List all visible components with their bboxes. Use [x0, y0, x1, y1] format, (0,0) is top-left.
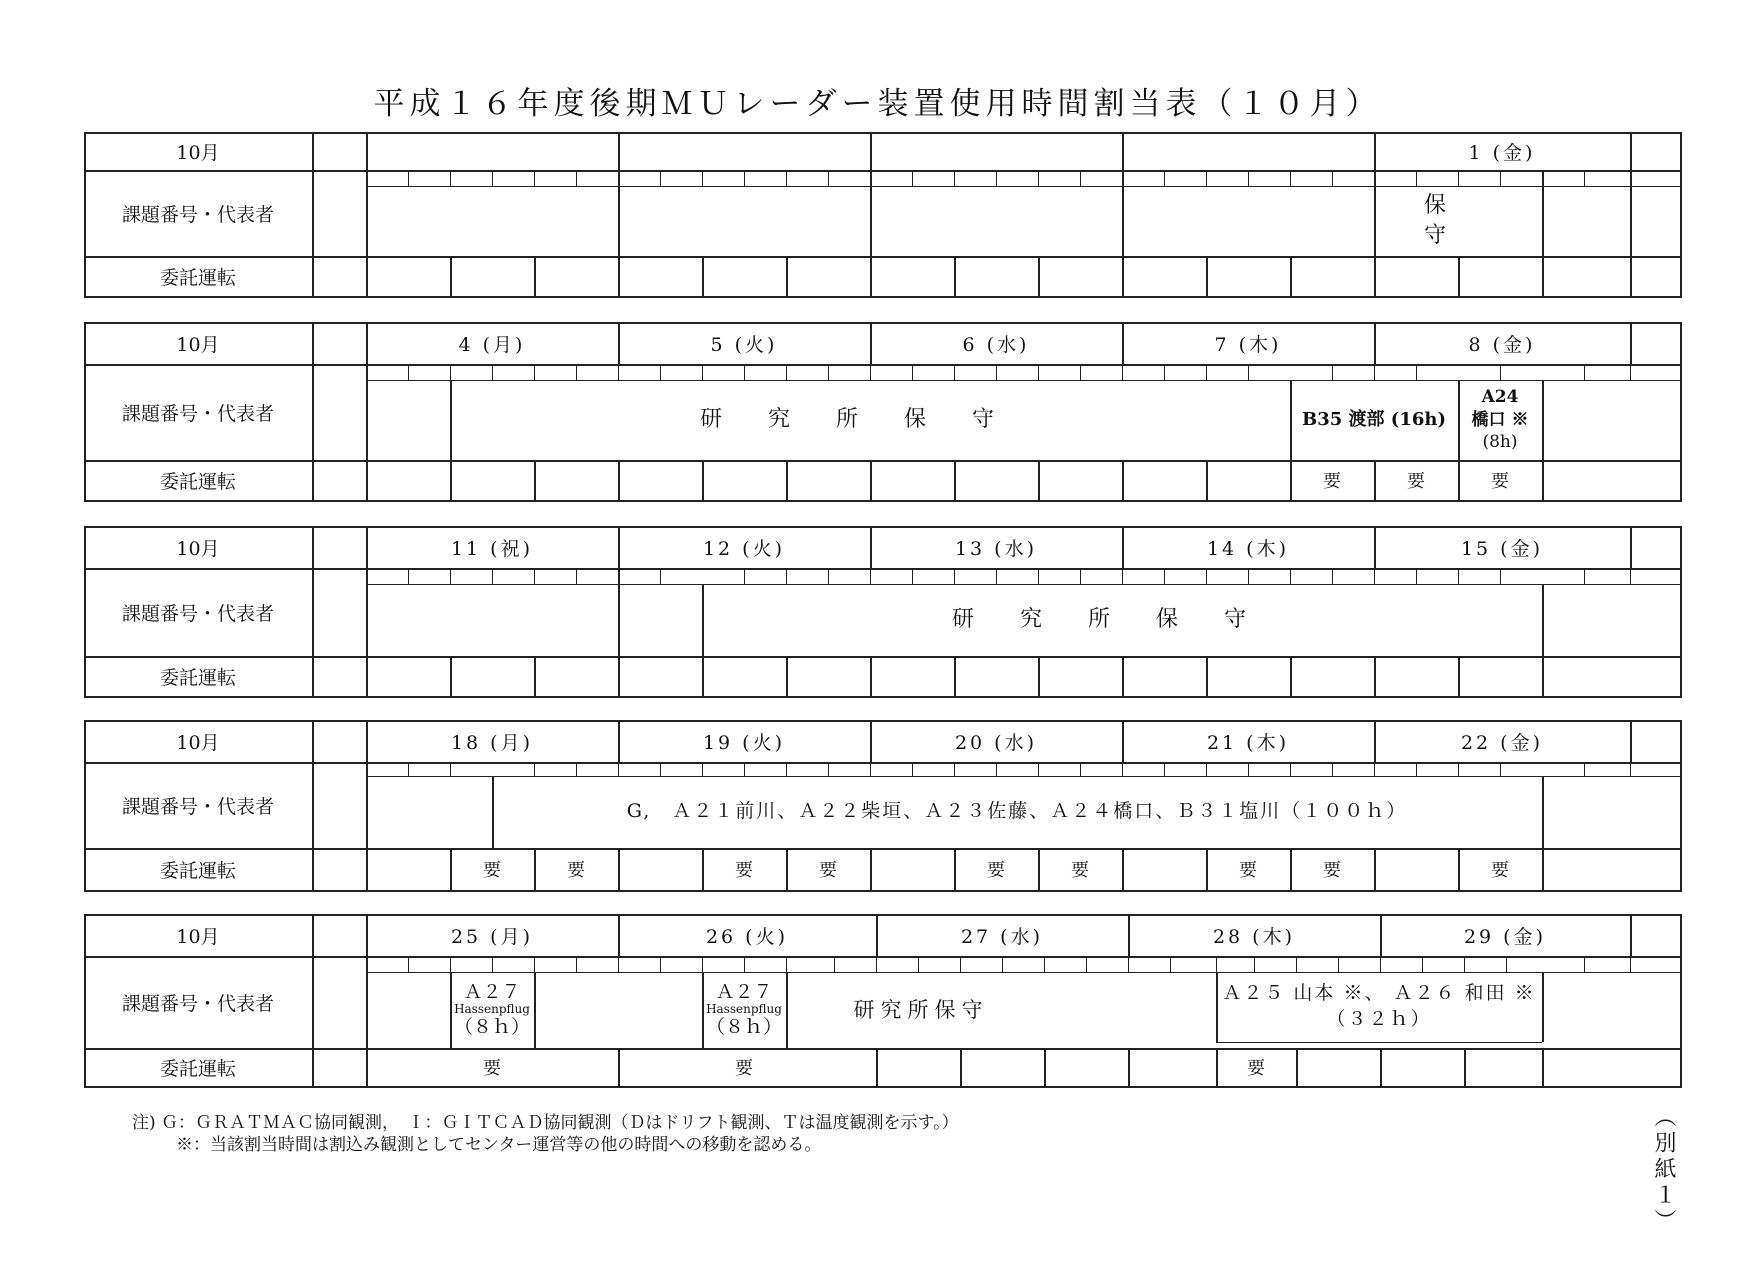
day-header: 11 (祝)	[450, 537, 534, 560]
day-header: 7 (木)	[1214, 333, 1282, 356]
day-header: 5 (火)	[710, 333, 778, 356]
schedule-entry	[1216, 972, 1542, 1042]
required-mark: 要	[735, 860, 753, 881]
day-header: 1 (金)	[1468, 141, 1536, 164]
required-mark: 要	[567, 860, 585, 881]
entry-line: (8h)	[1482, 432, 1518, 453]
week-4-table	[84, 720, 1680, 892]
day-header: 13 (水)	[954, 537, 1038, 560]
day-header: 26 (火)	[705, 925, 789, 948]
required-mark: 要	[1323, 860, 1341, 881]
schedule-entry: 保 守	[1423, 193, 1492, 248]
week-1-table	[84, 132, 1680, 298]
project-label: 課題番号・代表者	[121, 795, 274, 818]
month-label: 10月	[176, 925, 220, 948]
required-mark: 要	[1239, 860, 1257, 881]
required-mark: 要	[987, 860, 1005, 881]
day-header: 20 (水)	[954, 731, 1038, 754]
entry-line: Hassenpflug	[706, 1002, 782, 1017]
entry-line: （３２ｈ）	[1326, 1008, 1432, 1030]
footnote-1: 注) Ｇ：ＧＲＡＴＭＡＣ協同観測， Ｉ：ＧＩＴＣＡＤ協同観測（Ｄはドリフト観測、Ｔは温度観測を示す。）	[132, 1113, 959, 1133]
day-header: 8 (金)	[1468, 333, 1536, 356]
page-title: 平成１６年度後期ＭＵレーダー装置使用時間割当表（１０月）	[373, 86, 1382, 122]
day-header: 21 (木)	[1206, 731, 1290, 754]
entry-line: （８ｈ）	[705, 1015, 782, 1038]
day-header: 29 (金)	[1463, 925, 1547, 948]
week-2-table	[84, 322, 1680, 502]
required-mark: 要	[483, 1058, 501, 1079]
delegate-label: 委託運転	[159, 470, 236, 493]
required-mark: 要	[483, 860, 501, 881]
day-header: 12 (火)	[702, 537, 786, 560]
entry-line: （８ｈ）	[453, 1015, 530, 1038]
schedule-entry: G, Ａ２１前川、Ａ２２柴垣、Ａ２３佐藤、Ａ２４橋口、Ｂ３１塩川（１００ｈ）	[626, 800, 1408, 823]
entry-line: A24	[1481, 386, 1519, 407]
required-mark: 要	[735, 1058, 753, 1079]
required-mark: 要	[819, 860, 837, 881]
footnote-2: ※：当該割当時間は割込み観測としてセンター運営等の他の時間への移動を認める。	[176, 1135, 822, 1155]
month-label: 10月	[176, 141, 220, 164]
schedule-entry: 研究所保守	[951, 607, 1292, 633]
entry-line: Ａ２７	[715, 980, 773, 1003]
day-header: 19 (火)	[702, 731, 786, 754]
month-label: 10月	[176, 537, 220, 560]
project-label: 課題番号・代表者	[121, 203, 274, 226]
day-header: 27 (水)	[960, 925, 1044, 948]
week-3-table	[84, 526, 1680, 698]
delegate-label: 委託運転	[159, 666, 236, 689]
required-mark: 要	[1491, 860, 1509, 881]
month-label: 10月	[176, 731, 220, 754]
schedule-entry	[450, 972, 534, 1048]
schedule-entry: 研究所保守	[699, 407, 1040, 433]
day-header: 25 (月)	[450, 925, 534, 948]
schedule-entry	[1458, 380, 1542, 460]
day-header: 18 (月)	[450, 731, 534, 754]
delegate-label: 委託運転	[159, 1057, 236, 1080]
required-mark: 要	[1491, 471, 1509, 492]
delegate-label: 委託運転	[159, 859, 236, 882]
attachment-label: （別紙１）	[1651, 1105, 1676, 1235]
entry-line: Ａ２５ 山本 ※、 Ａ２６ 和田 ※	[1222, 982, 1536, 1005]
entry-line: Ａ２７	[463, 980, 521, 1003]
week-5-table	[84, 914, 1680, 1088]
day-header: 28 (木)	[1212, 925, 1296, 948]
day-header: 4 (月)	[458, 333, 526, 356]
delegate-label: 委託運転	[159, 266, 236, 289]
required-mark: 要	[1071, 860, 1089, 881]
schedule-entry: B35 渡部 (16h)	[1302, 408, 1446, 430]
day-header: 14 (木)	[1206, 537, 1290, 560]
project-label: 課題番号・代表者	[121, 402, 274, 425]
project-label: 課題番号・代表者	[121, 992, 274, 1015]
day-header: 6 (水)	[962, 333, 1030, 356]
schedule-entry	[702, 972, 786, 1048]
day-header: 22 (金)	[1460, 731, 1544, 754]
project-label: 課題番号・代表者	[121, 602, 274, 625]
month-label: 10月	[176, 333, 220, 356]
entry-line: Hassenpflug	[454, 1002, 530, 1017]
required-mark: 要	[1247, 1058, 1265, 1079]
day-header: 15 (金)	[1460, 537, 1544, 560]
entry-line: 橋口 ※	[1471, 409, 1529, 430]
required-mark: 要	[1407, 471, 1425, 492]
schedule-entry: 研究所保守	[853, 997, 989, 1022]
required-mark: 要	[1323, 471, 1341, 492]
